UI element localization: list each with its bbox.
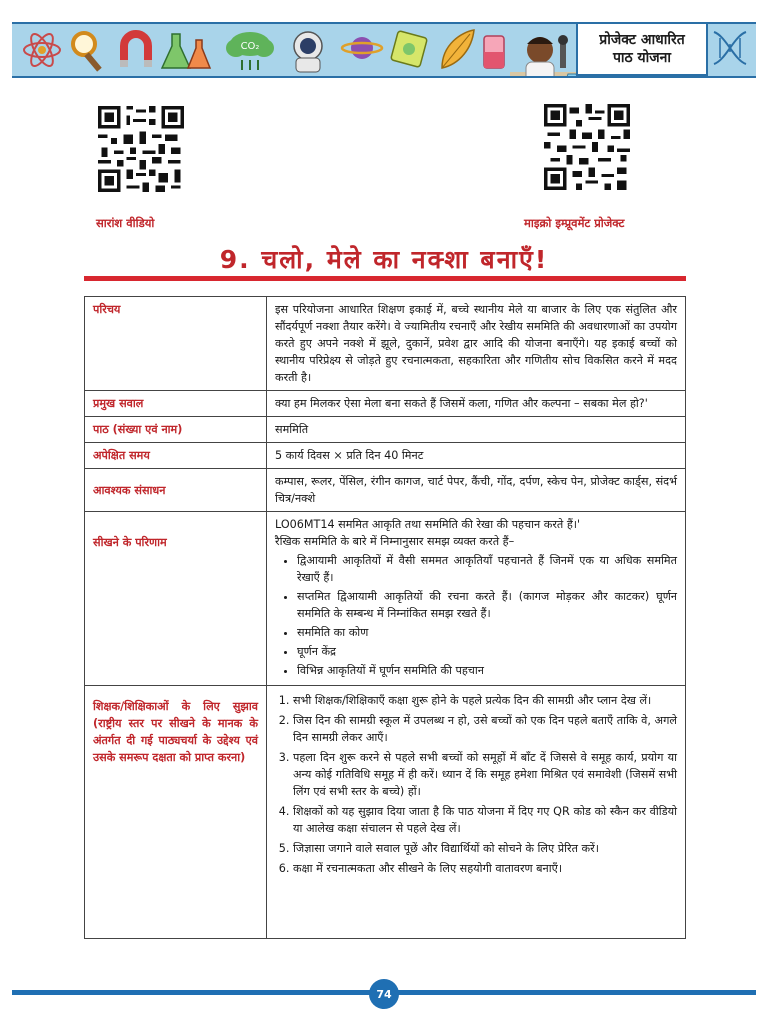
list-item: • सममिति का कोण bbox=[297, 624, 677, 641]
badge-line-2: पाठ योजना bbox=[612, 50, 672, 66]
outcomes-list bbox=[275, 552, 677, 679]
list-item: • सप्तमित द्विआयामी आकृतियों की रचना करते हैं। (कागज मोड़कर और काटकर) घूर्णन सममिति के सम्बन्ध में निम्नांकित समझ रखते हैं। bbox=[297, 588, 677, 622]
page-title: 9. चलो, मेले का नक्शा बनाएँ! bbox=[219, 245, 549, 274]
list-item: 5. जिज्ञासा जगाने वाले सवाल पूछें और विद्यार्थियों को सोचने के लिए प्रेरित करें। bbox=[293, 840, 677, 857]
intro-value: इस परियोजना आधारित शिक्षण इकाई में, बच्चे स्थानीय मेले या बाजार के लिए एक संतुलित और सौंदर्यपूर्ण नक्शा तैयार करेंगे। वे ज्यामितीय रचनाएँ और रेखीय सममिति की अवधारणाओं का उपयोग करते हुए अपने नक्शे में झूले, दुकानें, प्रवेश द्वार आदि की योजना बनाएँगे। यह इकाई बच्चों को स्थानीय परिप्रेक्ष्य से जोड़ते हुए रचनात्मकता, सहकारिता और गणितीय सोच विकसित करने में मदद करती है। bbox=[267, 297, 686, 391]
resources-value: कम्पास, रूलर, पेंसिल, रंगीन कागज, चार्ट पेपर, कैंची, गोंद, दर्पण, स्केच पेन, प्रोजेक्ट कार्ड्स, संदर्भ चित्र/नक्शे bbox=[267, 469, 686, 512]
intro-label: परिचय bbox=[85, 297, 267, 391]
suggestions-value bbox=[267, 686, 686, 939]
table-row-resources bbox=[85, 469, 686, 512]
micro-improvement-project-qr-code[interactable] bbox=[541, 101, 633, 193]
time-value: 5 कार्य दिवस × प्रति दिन 40 मिनट bbox=[267, 443, 686, 469]
magnifier-icon bbox=[73, 33, 102, 72]
astronaut-icon bbox=[294, 32, 322, 72]
science-illustrations bbox=[12, 24, 572, 76]
lesson-plan-table bbox=[84, 296, 686, 939]
summary-video-qr-code[interactable] bbox=[95, 103, 187, 195]
list-item: • द्विआयामी आकृतियों में वैसी सममत आकृतियाँ पहचानते हैं जिनमें एक या अधिक सममित रेखाएँ हैं। bbox=[297, 552, 677, 586]
table-row-question bbox=[85, 391, 686, 417]
table-row-outcomes bbox=[85, 512, 686, 686]
beaker-icon bbox=[484, 36, 504, 68]
co2-cloud-icon bbox=[226, 32, 274, 70]
time-label: अपेक्षित समय bbox=[85, 443, 267, 469]
list-item: • घूर्णन केंद्र bbox=[297, 643, 677, 660]
badge-line-1: प्रोजेक्ट आधारित bbox=[599, 32, 685, 48]
list-item: 3. पहला दिन शुरू करने से पहले सभी बच्चों को समूहों में बाँट दें जिससे वे समूह कार्य, प्रयोग या अन्य कोई गतिविधि समूह में ही करें। ध्यान दें कि समूह हमेशा मिश्रित एवं समावेशी (जिसमें सभी लिंग एवं सभी स्तर के बच्चे) हों। bbox=[293, 749, 677, 800]
list-item: 6. कक्षा में रचनात्मकता और सीखने के लिए सहयोगी वातावरण बनाएँ। bbox=[293, 860, 677, 877]
table-row-intro bbox=[85, 297, 686, 391]
planet-icon bbox=[342, 37, 382, 59]
suggestions-label: शिक्षक/शिक्षिकाओं के लिए सुझाव (राष्ट्रीय स्तर पर सीखने के मानक के अंतर्गत दी गई पाठ्यचर्या के उद्देश्य एवं उसके समरूप दक्षता को प्राप्त करना) bbox=[85, 686, 267, 939]
dna-icon bbox=[706, 24, 754, 72]
project-based-lesson-badge bbox=[576, 22, 708, 76]
lesson-label: पाठ (संख्या एवं नाम) bbox=[85, 417, 267, 443]
suggestions-list bbox=[275, 692, 677, 877]
outcomes-value bbox=[267, 512, 686, 686]
microscope-slide-icon bbox=[391, 31, 428, 68]
title-underline bbox=[84, 276, 686, 281]
table-row-time bbox=[85, 443, 686, 469]
summary-video-label: सारांश वीडियो bbox=[96, 216, 155, 230]
co2-label: CO₂ bbox=[240, 41, 260, 52]
outcomes-code-line: LO06MT14 सममित आकृति तथा सममिति की रेखा की पहचान करते हैं।' bbox=[275, 518, 581, 531]
question-value: क्या हम मिलकर ऐसा मेला बना सकते हैं जिसमें कला, गणित और कल्पना – सबका मेल हो?' bbox=[267, 391, 686, 417]
table-row-suggestions bbox=[85, 686, 686, 939]
list-item: • विभिन्न आकृतियों में घूर्णन सममिति की पहचान bbox=[297, 662, 677, 679]
outcomes-intro-line: रैखिक सममिति के बारे में निम्नानुसार समझ व्यक्त करते हैं– bbox=[275, 535, 515, 548]
list-item: 2. जिस दिन की सामग्री स्कूल में उपलब्ध न हो, उसे बच्चों को एक दिन पहले बताएँ ताकि वे, अगले दिन सामग्री लेकर आएँ। bbox=[293, 712, 677, 746]
outcomes-label: सीखने के परिणाम bbox=[85, 512, 267, 686]
list-item: 4. शिक्षकों को यह सुझाव दिया जाता है कि पाठ योजना में दिए गए QR कोड को स्कैन कर वीडियो या आलेख कक्षा संचालन से पहले देख लें। bbox=[293, 803, 677, 837]
table-row-lesson bbox=[85, 417, 686, 443]
lesson-value: सममिति bbox=[267, 417, 686, 443]
leaf-icon bbox=[442, 30, 474, 68]
question-label: प्रमुख सवाल bbox=[85, 391, 267, 417]
list-item: 1. सभी शिक्षक/शिक्षिकाएँ कक्षा शुरू होने के पहले प्रत्येक दिन की सामग्री और प्लान देख लें। bbox=[293, 692, 677, 709]
page-number: 74 bbox=[369, 979, 399, 1009]
resources-label: आवश्यक संसाधन bbox=[85, 469, 267, 512]
micro-improvement-project-label: माइक्रो इम्प्रूवमेंट प्रोजेक्ट bbox=[524, 216, 625, 230]
flask-icon bbox=[162, 34, 210, 68]
atom-icon bbox=[24, 31, 60, 69]
magnet-icon bbox=[120, 34, 152, 67]
scientist-illustration bbox=[506, 28, 586, 78]
